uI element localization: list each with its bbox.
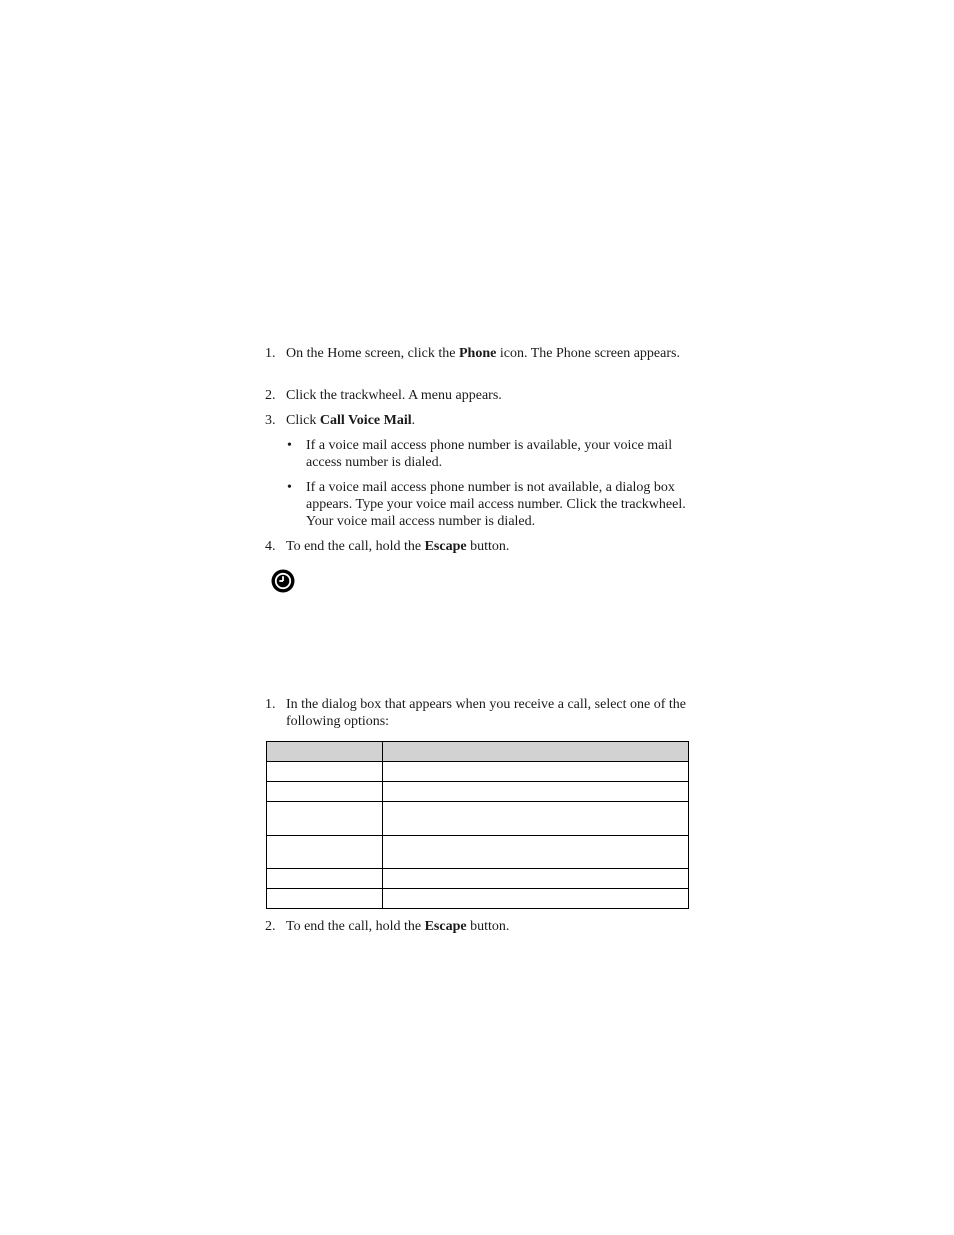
bullet-text: If a voice mail access phone number is available, your voice mail access number is dialed. bbox=[306, 438, 673, 470]
clock-icon bbox=[271, 569, 295, 593]
step-text: Click the trackwheel. A menu appears. bbox=[286, 388, 502, 403]
table-row bbox=[267, 889, 689, 909]
table-cell bbox=[267, 869, 383, 889]
table-cell bbox=[383, 802, 689, 836]
step-number: 4. bbox=[265, 539, 276, 554]
bullet-text: If a voice mail access phone number is not available, a dialog box appears. Type your voice mail access number. Click the trackwheel. Your voice mail access number is dialed. bbox=[306, 480, 686, 529]
step-text: To end the call, hold the Escape button. bbox=[286, 919, 510, 934]
step-number: 2. bbox=[265, 388, 276, 403]
table-cell bbox=[267, 836, 383, 869]
table-cell bbox=[267, 889, 383, 909]
step-text: To end the call, hold the Escape button. bbox=[286, 539, 510, 554]
table-header-row bbox=[267, 742, 689, 762]
table-cell bbox=[267, 802, 383, 836]
table-header-cell bbox=[383, 742, 689, 762]
step-number: 3. bbox=[265, 413, 276, 428]
table-row bbox=[267, 836, 689, 869]
table-header-cell bbox=[267, 742, 383, 762]
step-text: On the Home screen, click the Phone icon. The Phone screen appears. bbox=[286, 346, 680, 361]
step-number: 2. bbox=[265, 919, 276, 934]
table-row bbox=[267, 782, 689, 802]
table-row bbox=[267, 762, 689, 782]
bullet-symbol: • bbox=[287, 480, 292, 495]
step-text: Click Call Voice Mail. bbox=[286, 413, 416, 428]
table-row bbox=[267, 802, 689, 836]
table-cell bbox=[383, 782, 689, 802]
table-cell bbox=[383, 836, 689, 869]
bullet-symbol: • bbox=[287, 438, 292, 453]
table-row bbox=[267, 869, 689, 889]
table-cell bbox=[267, 782, 383, 802]
step-number: 1. bbox=[265, 346, 276, 361]
table-cell bbox=[267, 762, 383, 782]
table-cell bbox=[383, 762, 689, 782]
table-cell bbox=[383, 869, 689, 889]
table-cell bbox=[383, 889, 689, 909]
step-text: In the dialog box that appears when you receive a call, select one of the following options: bbox=[286, 697, 687, 729]
step-number: 1. bbox=[265, 697, 276, 712]
options-table bbox=[266, 741, 689, 909]
